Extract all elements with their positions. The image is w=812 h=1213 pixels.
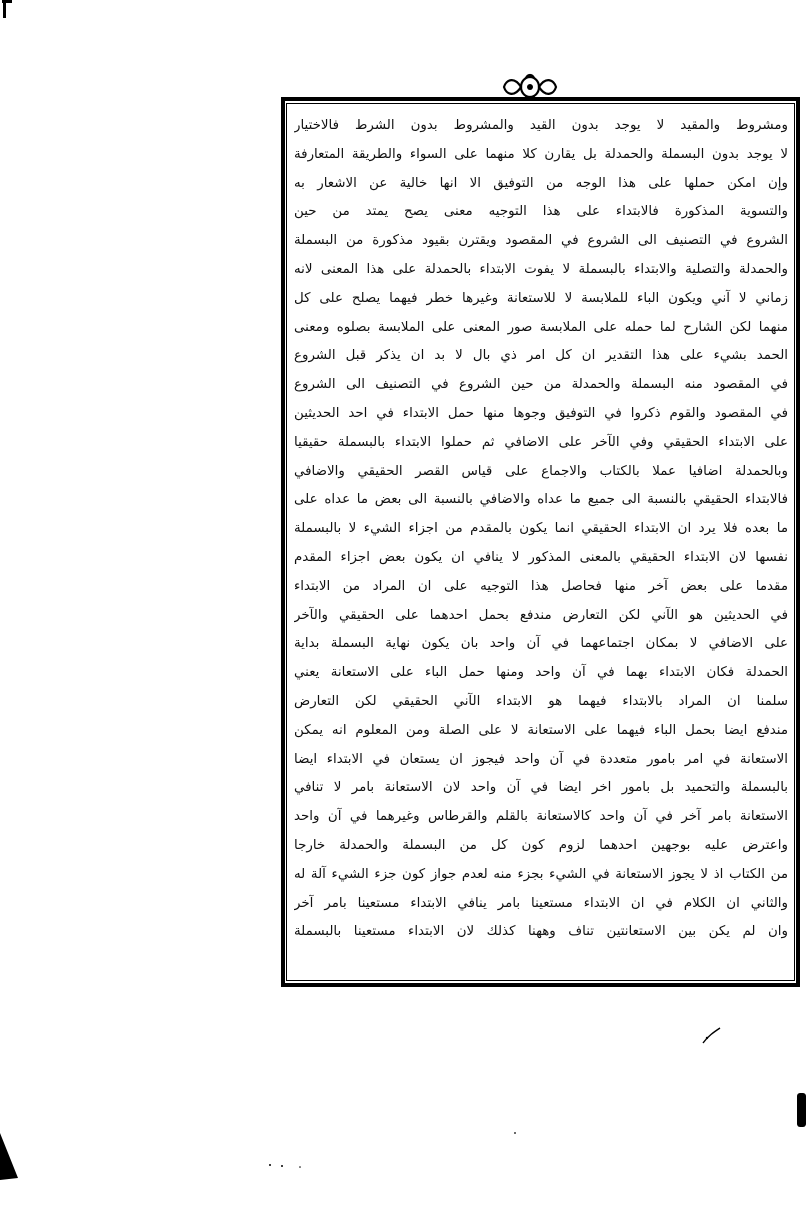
text-line: وان لم يكن بين الاستعانتين تناف وههنا كذلك لان الابتداء مستعينا بالبسملة [294,924,788,940]
text-line: منهما لكن الشارح لما حمله على الملابسة صور المعنى على الملابسة بصلوه ومعنى [294,319,788,335]
text-line: والحمدلة والتصلية والابتداء بالبسملة لا يفوت الابتداء بالحمدلة على هذا المعنى لانه [294,262,788,277]
text-line: على الابتداء الحقيقي وفي الآخر على الاضافي ثم حملوا الابتداء بالبسملة حقيقيا [294,434,788,450]
text-line: وإن امكن حملها على هذا الوجه من التوفيق الا انها خالية عن الاشعار به [294,175,788,191]
text-line: سلمنا ان المراد بالابتداء فيهما هو الابتداء الآني الحقيقي لكن التعارض [294,694,788,709]
text-line: فالابتداء الحقيقي بالنسبة الى جميع ما عداه والاضافي بالنسبة الى بعض ما عداه على [294,492,788,508]
text-line: لا يوجد بدون البسملة والحمدلة بل يقارن كلا منهما على السواء والطريقة المتعارفة [294,146,788,162]
text-line: الاستعانة بامر آخر في آن واحد كالاستعانة بالقلم والقرطاس وغيرهما في آن واحد [294,809,788,825]
text-line: والثاني ان الكلام في ان الابتداء مستعينا بامر ينافي الابتداء مستعينا بامر آخر [294,895,788,911]
text-line: ومشروط والمقيد لا يوجد بدون القيد والمشروط بدون الشرط فالاختيار [294,118,788,133]
text-line: الحمد بشيء على هذا التقدير ان كل امر ذي بال لا بد ان يذكر قبل الشروع [294,348,788,364]
manuscript-text [292,112,790,982]
text-line: في الحديثين هو الآني لكن التعارض مندفع بحمل احدهما على الحقيقي والآخر [294,607,788,623]
text-line: مقدما على بعض آخر منها فحاصل هذا التوجيه على ان المراد من الابتداء [294,578,788,594]
text-line: الحمدلة فكان الابتداء بهما في آن واحد ومنها حمل الباء على الاستعانة يعني [294,665,788,681]
text-line: مندفع ايضا بحمل الباء فيهما على الاستعانة لا على الصلة ومن المعلوم انه يمكن [294,722,788,738]
text-line: في المقصود منه البسملة والحمدلة من حين الشروع في التصنيف الى الشروع [294,377,788,393]
text-line: الاستعانة في امر بامور متعددة في آن واحد فيجوز ان يستعان في الابتداء ايضا [294,751,788,767]
text-line: الشروع في التصنيف الى الشروع في المقصود ويقترن بقيود مذكورة من البسملة [294,233,788,249]
text-line: من الكتاب اذ لا يجوز الاستعانة في الشيء بجزء منه لعدم جواز كون جزء الشيء آلة له [294,866,788,882]
text-line: وبالحمدلة اضافيا عملا بالكتاب والاجماع على قياس القصر الحقيقي والاضافي [294,463,788,479]
text-line: والتسوية المذكورة فالابتداء على هذا التوجيه معنى يصح يمتد من حين [294,204,788,220]
text-line: زماني لا آني ويكون الباء للملابسة لا للاستعانة وغيرها خطر فيهما يصلح على كل [294,290,788,306]
text-line: على الاضافي لا بمكان اجتماعهما في آن واحد بان يكون نهاية البسملة بداية [294,636,788,652]
text-line: في المقصود والقوم ذكروا في التوفيق وجوها منها حمل الابتداء في احد الحديثين [294,406,788,421]
text-line: بالبسملة والتحميد بل بامور اخر ايضا في آن واحد لان الاستعانة بامر لا تنافي [294,780,788,796]
text-line: واعترض عليه بوجهين احدهما لزوم كون كل من البسملة والحمدلة خارجا [294,838,788,853]
text-line: نفسها لان الابتداء الحقيقي بالمعنى المذكور لا ينافي ان يكون بعض اجزاء المقدم [294,550,788,565]
text-line: ما بعده فلا يرد ان الابتداء الحقيقي انما يكون بالمقدم من اجزاء الشيء لا بالبسملة [294,521,788,537]
corner-mark [0,0,14,18]
